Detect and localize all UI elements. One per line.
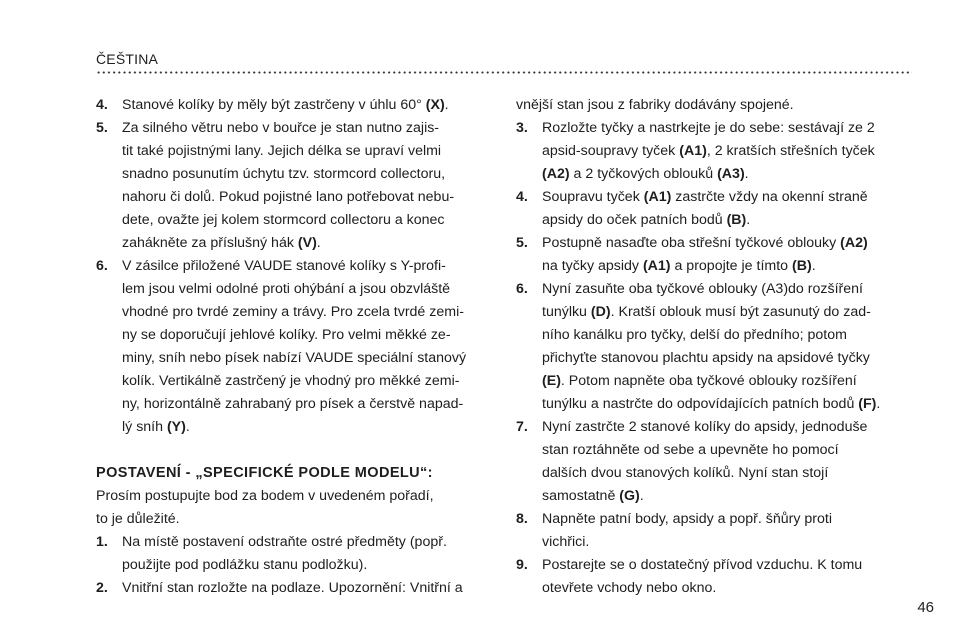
text-segment: Nyní zasuňte oba tyčkové oblouky (A3)do rozšíření	[542, 281, 863, 297]
text-segment: ního kanálku pro tyčky, delší do předního; potom	[542, 327, 847, 343]
item-number: 2.	[96, 580, 108, 596]
list-item	[516, 117, 916, 186]
text-segment: , 2 kratších střešních tyček	[706, 143, 875, 159]
text-segment: zahákněte za příslušný hák	[122, 235, 298, 251]
text-line	[542, 117, 916, 140]
text-segment: tit také pojistnými lany. Jejich délka se upraví velmi	[122, 143, 442, 159]
text-line	[122, 531, 496, 554]
instruction-list-top	[96, 94, 496, 439]
text-line	[542, 508, 916, 531]
item-number: 8.	[516, 511, 528, 527]
item-number: 9.	[516, 557, 528, 573]
figure-reference: (B)	[726, 212, 747, 228]
text-segment: nahoru či dolů. Pokud pojistné lano potřebovat nebu-	[122, 189, 455, 205]
continuation-text: vnější stan jsou z fabriky dodávány spojené.	[516, 97, 794, 113]
text-line	[122, 301, 496, 324]
text-segment: kolík. Vertikálně zastrčený je vhodný pro měkké zemi-	[122, 373, 460, 389]
text-line	[542, 186, 916, 209]
text-segment: snadno posunutím úchytu tzv. stormcord collectoru,	[122, 166, 446, 182]
text-segment: tunýlku a nastrčte do odpovídajících patních bodů	[542, 396, 859, 412]
text-line	[542, 439, 916, 462]
text-line	[122, 117, 496, 140]
figure-reference: (V)	[297, 235, 317, 251]
figure-reference: (A1)	[679, 143, 707, 159]
text-line	[542, 462, 916, 485]
text-line	[122, 416, 496, 439]
text-line	[122, 554, 496, 577]
list-item	[96, 531, 496, 577]
page-number: 46	[917, 599, 934, 616]
item-number: 4.	[96, 97, 108, 113]
text-segment: ny, horizontálně zahrabaný pro písek a čerstvě napad-	[122, 396, 464, 412]
section-intro	[96, 485, 496, 531]
list-item	[516, 554, 916, 600]
text-line	[122, 163, 496, 186]
intro-line: to je důležité.	[96, 511, 180, 527]
text-line	[122, 94, 496, 117]
item-number: 6.	[96, 258, 108, 274]
text-segment: Vnitřní stan rozložte na podlaze. Upozornění: Vnitřní a	[122, 580, 463, 596]
list-item	[516, 508, 916, 554]
figure-reference: (A1)	[643, 189, 672, 205]
list-item	[516, 416, 916, 508]
figure-reference: (A2)	[542, 166, 570, 182]
text-line	[542, 347, 916, 370]
left-column	[96, 94, 496, 600]
list-item	[96, 94, 496, 117]
text-line	[542, 416, 916, 439]
text-segment: .	[639, 488, 644, 504]
text-segment: apsid-soupravy tyček	[542, 143, 680, 159]
text-segment: použijte pod podlážku stanu podložku).	[122, 557, 368, 573]
text-segment: .	[811, 258, 816, 274]
text-line	[542, 370, 916, 393]
text-segment: apsidy do oček patních bodů	[542, 212, 727, 228]
text-line	[122, 324, 496, 347]
text-line	[542, 393, 916, 416]
text-line	[542, 163, 916, 186]
text-segment: Postupně nasaďte oba střešní tyčkové oblouky	[542, 235, 841, 251]
text-segment: tunýlku	[542, 304, 591, 320]
text-line	[542, 232, 916, 255]
item-number: 5.	[96, 120, 108, 136]
figure-reference: (A2)	[840, 235, 868, 251]
text-segment: ny se doporučují jehlové kolíky. Pro velmi měkké ze-	[122, 327, 451, 343]
list-item	[96, 255, 496, 439]
text-segment: a 2 tyčkových oblouků	[569, 166, 718, 182]
figure-reference: (A3)	[717, 166, 745, 182]
item-number: 7.	[516, 419, 528, 435]
item-number: 5.	[516, 235, 528, 251]
figure-reference: (F)	[858, 396, 877, 412]
text-line	[122, 370, 496, 393]
text-segment: Na místě postavení odstraňte ostré předměty (popř.	[122, 534, 447, 550]
item-number: 6.	[516, 281, 528, 297]
text-line	[542, 554, 916, 577]
list-item	[516, 186, 916, 232]
text-segment: miny, sníh nebo písek nabízí VAUDE speciální stanový	[122, 350, 467, 366]
text-segment: . Kratší oblouk musí být zasunutý do zad-	[610, 304, 871, 320]
item-number: 3.	[516, 120, 528, 136]
text-line	[542, 140, 916, 163]
right-column	[516, 94, 916, 600]
text-segment: Nyní zastrčte 2 stanové kolíky do apsidy, jednoduše	[542, 419, 868, 435]
text-segment: Rozložte tyčky a nastrkejte je do sebe: sestávají ze 2	[542, 120, 875, 136]
text-segment: Postarejte se o dostatečný přívod vzduchu. K tomu	[542, 557, 863, 573]
page-header: ČEŠTINA	[96, 51, 159, 67]
text-segment: vhodné pro tvrdé zeminy a trávy. Pro zcela tvrdé zemi-	[122, 304, 464, 320]
text-segment: stan roztáhněte od sebe a upevněte ho pomocí	[542, 442, 839, 458]
text-line	[122, 209, 496, 232]
text-segment: Stanové kolíky by měly být zastrčeny v úhlu 60°	[122, 97, 426, 113]
text-segment: a propojte je tímto	[670, 258, 792, 274]
text-line	[542, 301, 916, 324]
figure-reference: (X)	[425, 97, 445, 113]
text-line	[122, 347, 496, 370]
text-segment: Soupravu tyček	[542, 189, 644, 205]
list-item	[516, 278, 916, 416]
item-number: 4.	[516, 189, 528, 205]
intro-line: Prosím postupujte bod za bodem v uvedeném pořadí,	[96, 488, 434, 504]
text-line	[542, 255, 916, 278]
text-segment: .	[744, 166, 749, 182]
text-segment: dalších dvou stanových kolíků. Nyní stan stojí	[542, 465, 829, 481]
text-line	[122, 577, 496, 600]
text-segment: .	[746, 212, 751, 228]
list-item	[516, 232, 916, 278]
text-segment: V zásilce přiložené VAUDE stanové kolíky s Y-profi-	[122, 258, 446, 274]
text-segment: samostatně	[542, 488, 620, 504]
text-segment: Za silného větru nebo v bouřce je stan nutno zajis-	[122, 120, 440, 136]
text-line	[542, 324, 916, 347]
text-line	[542, 531, 916, 554]
text-segment: otevřete vchody nebo okno.	[542, 580, 717, 596]
text-line	[542, 209, 916, 232]
text-segment: . Potom napněte oba tyčkové oblouky rozšíření	[560, 373, 857, 389]
text-line	[122, 140, 496, 163]
text-line	[542, 577, 916, 600]
text-segment: .	[316, 235, 321, 251]
text-segment: přichyťte stanovou plachtu apsidy na apsidové tyčky	[542, 350, 870, 366]
text-line	[122, 186, 496, 209]
item-number: 1.	[96, 534, 108, 550]
text-line	[122, 255, 496, 278]
dotted-divider	[96, 71, 912, 74]
section-heading: POSTAVENÍ - „SPECIFICKÉ PODLE MODELU“:	[96, 465, 433, 481]
text-segment: lý sníh	[122, 419, 167, 435]
figure-reference: (G)	[619, 488, 640, 504]
instruction-list-right	[516, 117, 916, 600]
text-segment: dete, ovažte jej kolem stormcord collectoru a konec	[122, 212, 445, 228]
text-segment: .	[876, 396, 881, 412]
figure-reference: (D)	[590, 304, 611, 320]
text-segment: Napněte patní body, apsidy a popř. šňůry proti	[542, 511, 832, 527]
text-line	[122, 232, 496, 255]
text-segment: vichřici.	[542, 534, 590, 550]
text-segment: .	[185, 419, 190, 435]
text-segment: lem jsou velmi odolné proti ohýbání a jsou obzvláště	[122, 281, 451, 297]
figure-reference: (A1)	[642, 258, 671, 274]
text-segment: .	[444, 97, 449, 113]
list-item	[96, 577, 496, 600]
instruction-list-bottom	[96, 531, 496, 600]
text-segment: zastrčte vždy na okenní straně	[671, 189, 868, 205]
list-item	[96, 117, 496, 255]
figure-reference: (B)	[791, 258, 812, 274]
text-line	[542, 485, 916, 508]
text-segment: na tyčky apsidy	[542, 258, 643, 274]
figure-reference: (Y)	[166, 419, 186, 435]
figure-reference: (E)	[542, 373, 561, 389]
text-line	[542, 278, 916, 301]
text-line	[122, 393, 496, 416]
text-line	[122, 278, 496, 301]
